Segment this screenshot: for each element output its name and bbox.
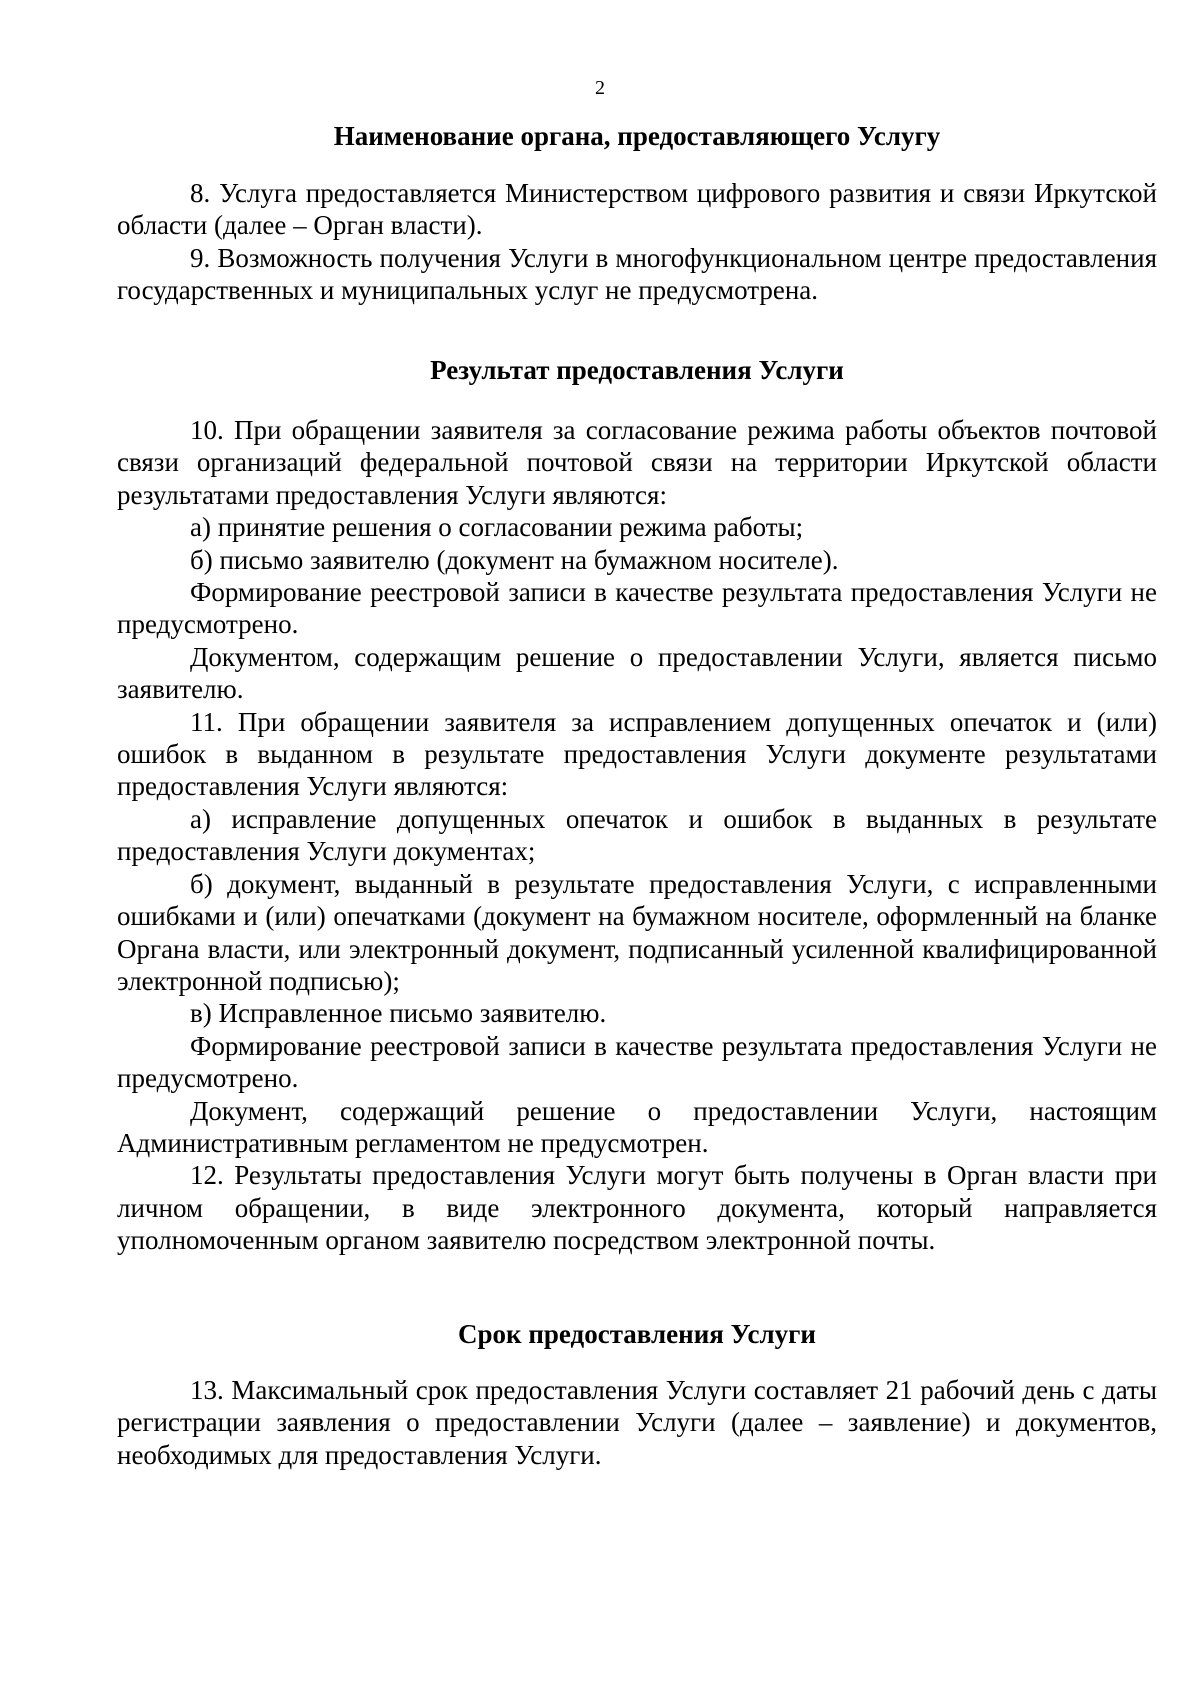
section-body xyxy=(117,1374,1157,1471)
section-heading: Наименование органа, предоставляющего Услугу xyxy=(333,121,941,151)
paragraph: 10. При обращении заявителя за согласование режима работы объектов почтовой связи организаций федеральной почтовой связи на территории Иркутской области результатами предоставления Услуги являются: xyxy=(117,415,1157,510)
paragraph: Формирование реестровой записи в качестве результата предоставления Услуги не предусмотрено. xyxy=(117,1030,1157,1094)
paragraph: 11. При обращении заявителя за исправлением допущенных опечаток и (или) ошибок в выданном в результате предоставления Услуги документе результатами предоставления Услуги являются: xyxy=(117,706,1157,802)
paragraph: в) Исправленное письмо заявителю. xyxy=(190,998,607,1029)
paragraph: а) исправление допущенных опечаток и ошибок в выданных в результате предоставления Услуги документах; xyxy=(117,803,1157,867)
section-body xyxy=(117,177,1157,307)
section-body xyxy=(117,414,1157,1257)
paragraph: 9. Возможность получения Услуги в многофункциональном центре предоставления государственных и муниципальных услуг не предусмотрена. xyxy=(117,242,1157,306)
paragraph: б) письмо заявителю (документ на бумажном носителе). xyxy=(190,544,839,575)
paragraph: б) документ, выданный в результате предоставления Услуги, с исправленными ошибками и (или) опечатками (документ на бумажном носителе, оформленный на бланке Органа власти, или электронный документ, подписанный усиленной квалифицированной электронной подписью); xyxy=(117,868,1157,996)
paragraph: Документом, содержащим решение о предоставлении Услуги, является письмо заявителю. xyxy=(117,641,1157,705)
section-heading: Срок предоставления Услуги xyxy=(458,1319,816,1349)
paragraph: Формирование реестровой записи в качестве результата предоставления Услуги не предусмотрено. xyxy=(117,577,1157,640)
section-heading: Результат предоставления Услуги xyxy=(430,355,844,385)
paragraph: Документ, содержащий решение о предоставлении Услуги, настоящим Административным регламентом не предусмотрен. xyxy=(117,1095,1157,1158)
page-number: 2 xyxy=(595,77,605,99)
paragraph: 12. Результаты предоставления Услуги могут быть получены в Орган власти при личном обращении, в виде электронного документа, который направляется уполномоченным органом заявителю посредством электронной почты. xyxy=(117,1160,1157,1256)
paragraph: 8. Услуга предоставляется Министерством цифрового развития и связи Иркутской области (далее – Орган власти). xyxy=(117,178,1157,241)
paragraph: а) принятие решения о согласовании режима работы; xyxy=(190,512,804,543)
paragraph: 13. Максимальный срок предоставления Услуги составляет 21 рабочий день с даты регистрации заявления о предоставлении Услуги (далее – заявление) и документов, необходимых для предоставления Услуги. xyxy=(117,1375,1157,1470)
